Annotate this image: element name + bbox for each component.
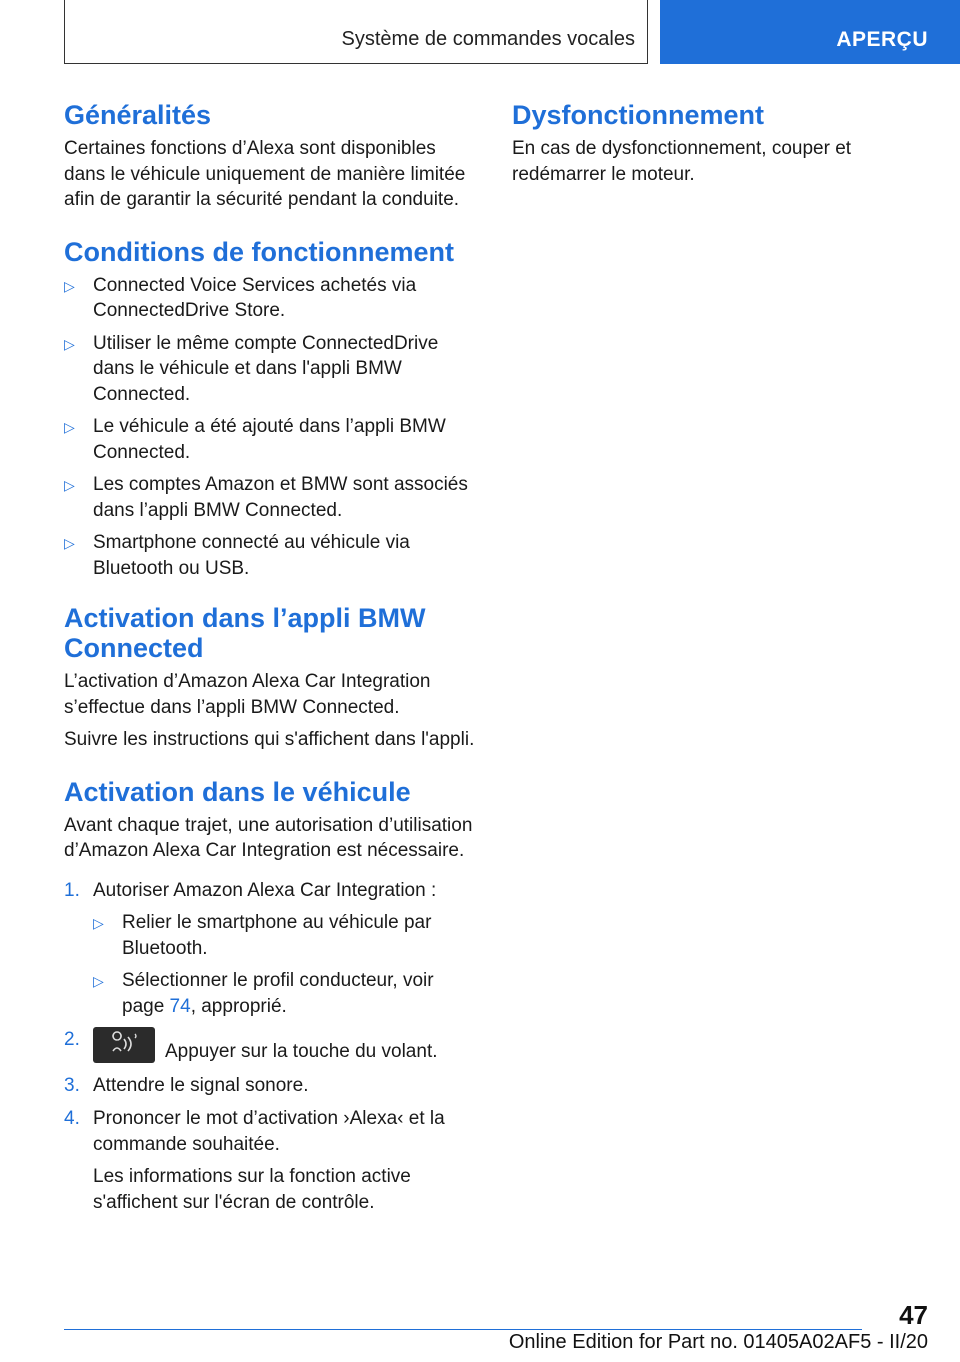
triangle-right-icon: ▷ (64, 477, 75, 493)
header-bar (64, 0, 648, 64)
triangle-right-icon: ▷ (93, 915, 104, 931)
triangle-right-icon: ▷ (93, 973, 104, 989)
step-1 (64, 878, 479, 1020)
list-item: ▷ Relier le smartphone au véhicule par Bluetooth. (93, 912, 432, 959)
heading-activation-vehicule: Activation dans le véhicule (64, 776, 411, 807)
step-3 (64, 1073, 479, 1099)
right-column (512, 100, 927, 203)
voice-command-button-icon (93, 1027, 155, 1063)
step-text: Attendre le signal sonore. (93, 1074, 309, 1096)
list-item: ▷ Les comptes Amazon et BMW sont associés dans l’appli BMW Connected. (64, 474, 468, 521)
footer-divider (64, 1329, 862, 1330)
step-text: Prononcer le mot d’activation ›Alexa‹ et la commande souhaitée. (93, 1108, 445, 1155)
heading-dysfonctionnement: Dysfonctionnement (512, 100, 765, 130)
list-item: ▷ Smartphone connecté au véhicule via Bluetooth ou USB. (64, 532, 410, 579)
step-4 (64, 1106, 479, 1215)
steps-list (64, 878, 479, 1216)
heading-activation-appli: Activation dans l’appli BMW Connected (64, 603, 426, 663)
paragraph-generalites: Certaines fonctions d’Alexa sont disponibles dans le véhicule uniquement de manière limitée afin de garantir la sécurité pendant la conduite. (64, 138, 466, 210)
step-number: 2. (64, 1029, 80, 1050)
tab-apercu[interactable] (660, 0, 960, 64)
list-item: ▷ Le véhicule a été ajouté dans l’appli BMW Connected. (64, 416, 446, 463)
triangle-right-icon: ▷ (64, 277, 75, 294)
page-number: 47 (899, 1300, 928, 1330)
step-number: 4. (64, 1108, 80, 1129)
paragraph-dysfonctionnement: En cas de dysfonctionnement, couper et redémarrer le moteur. (512, 138, 852, 185)
step-4-note: Les informations sur la fonction active s'affichent sur l'écran de contrôle. (93, 1166, 411, 1213)
section-activation-appli (64, 603, 479, 753)
triangle-right-icon: ▷ (64, 419, 75, 435)
paragraph-activation-vehicule: Avant chaque trajet, une autorisation d’utilisation d’Amazon Alexa Car Integration est nécessaire. (64, 814, 473, 861)
list-item: ▷ Utiliser le même compte ConnectedDrive dans le véhicule et dans l'appli BMW Connected. (64, 332, 439, 405)
conditions-list (64, 273, 479, 582)
step-number: 1. (64, 879, 80, 901)
heading-generalites: Généralités (64, 100, 212, 130)
section-dysfonctionnement (512, 100, 927, 187)
tab-apercu-label: APERÇU (836, 28, 928, 51)
left-column (64, 100, 479, 1231)
section-title: Système de commandes vocales (341, 28, 635, 50)
paragraph-activation-appli: L’activation d’Amazon Alexa Car Integration s’effectue dans l’appli BMW Connected. (64, 671, 431, 718)
page-link[interactable]: 74 (169, 995, 191, 1017)
list-item: ▷ Sélectionner le profil conducteur, voir page 74, approprié. (93, 970, 434, 1017)
section-conditions (64, 237, 479, 582)
section-activation-vehicule (64, 777, 479, 1216)
section-generalites (64, 100, 479, 213)
triangle-right-icon: ▷ (64, 335, 75, 352)
step-number: 3. (64, 1074, 80, 1096)
heading-conditions: Conditions de fonctionnement (64, 236, 454, 267)
edition-text: Online Edition for Part no. 01405A02AF5 - II/20 (508, 1331, 928, 1353)
step-text: Autoriser Amazon Alexa Car Integration : (93, 879, 437, 901)
step-text: Appuyer sur la touche du volant. (165, 1041, 438, 1062)
step-2 (64, 1027, 479, 1065)
list-item: ▷ Connected Voice Services achetés via ConnectedDrive Store. (64, 274, 417, 321)
triangle-right-icon: ▷ (64, 535, 75, 551)
step-1-sublist (93, 910, 479, 1019)
paragraph-activation-appli-instructions: Suivre les instructions qui s'affichent dans l'appli. (64, 729, 475, 750)
